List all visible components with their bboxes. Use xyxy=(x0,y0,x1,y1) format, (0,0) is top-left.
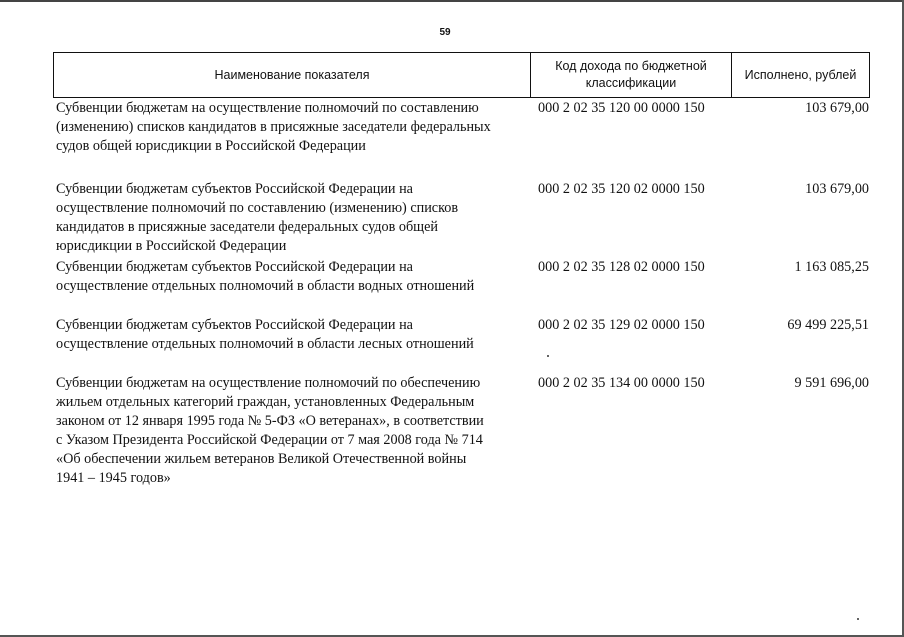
row-code: 000 2 02 35 120 00 0000 150 xyxy=(538,100,705,116)
header-code: Код дохода по бюджетной классификации xyxy=(530,53,731,97)
row-amount: 103 679,00 xyxy=(805,181,869,197)
scan-speck xyxy=(857,618,859,620)
header-amount: Исполнено, рублей xyxy=(731,53,869,97)
row-amount: 9 591 696,00 xyxy=(794,375,869,391)
row-amount: 1 163 085,25 xyxy=(794,259,869,275)
page-top-edge xyxy=(0,0,904,2)
row-code: 000 2 02 35 134 00 0000 150 xyxy=(538,375,705,391)
row-code: 000 2 02 35 128 02 0000 150 xyxy=(538,259,705,275)
header-name: Наименование показателя xyxy=(214,67,370,82)
row-amount: 103 679,00 xyxy=(805,100,869,116)
row-name: Субвенции бюджетам субъектов Российской Федерации на осуществление отдельных полномочий в области лесных отношений xyxy=(56,317,474,352)
row-amount: 69 499 225,51 xyxy=(787,317,869,333)
row-code: 000 2 02 35 120 02 0000 150 xyxy=(538,181,705,197)
page-number: 59 xyxy=(439,27,451,38)
scan-speck xyxy=(547,355,549,357)
row-name: Субвенции бюджетам на осуществление полномочий по обеспечению жильем отдельных категорий граждан, установленных Федеральным законом от 12 января 1995 года № 5-ФЗ «О ветеранах», в соответствии с Указом Президента Российской Федерации от 7 мая 2008 года № 714 «Об обеспечении жильем ветеранов Великой Отечественной войны 1941 – 1945 годов» xyxy=(56,375,484,486)
row-name: Субвенции бюджетам субъектов Российской Федерации на осуществление полномочий по составлению (изменению) списков кандидатов в присяжные заседатели федеральных судов общей юрисдикции в Российской Федерации xyxy=(56,181,459,254)
row-name: Субвенции бюджетам субъектов Российской Федерации на осуществление отдельных полномочий в области водных отношений xyxy=(56,259,475,294)
row-name: Субвенции бюджетам на осуществление полномочий по составлению (изменению) списков кандидатов в присяжные заседатели федеральных судов общей юрисдикции в Российской Федерации xyxy=(56,100,491,154)
row-code: 000 2 02 35 129 02 0000 150 xyxy=(538,317,705,333)
table-header xyxy=(53,52,870,98)
